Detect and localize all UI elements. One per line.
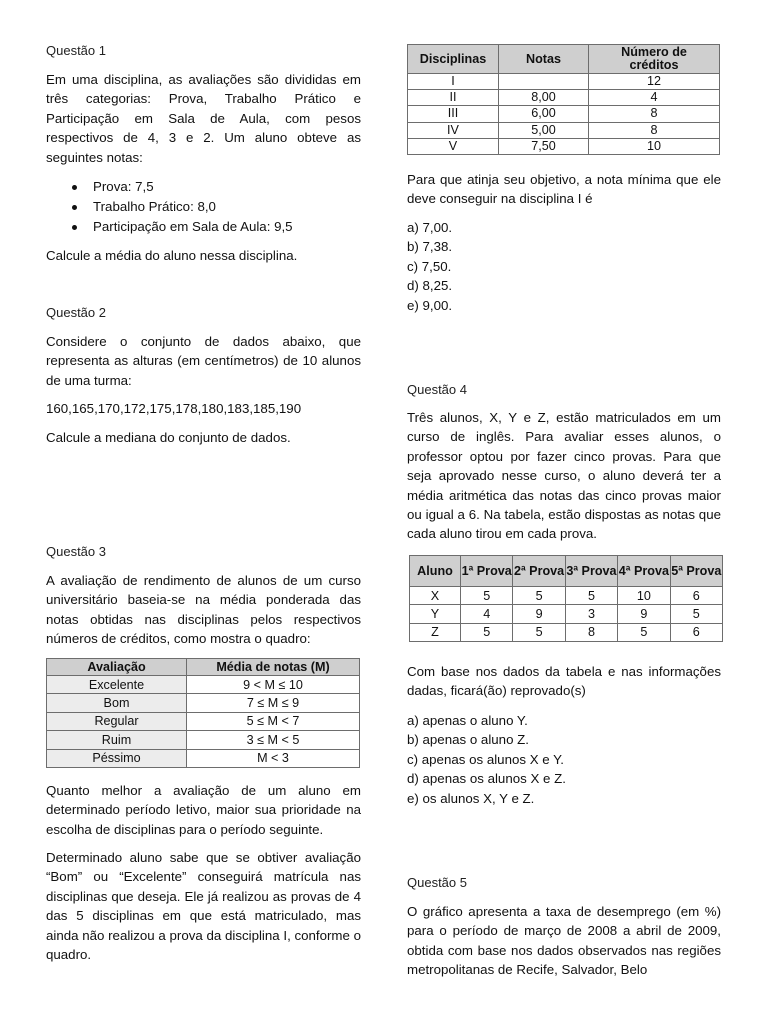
table-cell: 8 bbox=[589, 106, 720, 122]
q2-heading: Questão 2 bbox=[46, 305, 106, 320]
q5-heading: Questão 5 bbox=[407, 875, 467, 890]
table-cell: Excelente bbox=[47, 676, 187, 694]
table-header: 1ª Prova bbox=[461, 556, 513, 587]
q1-grades-list bbox=[46, 177, 361, 237]
answer-option: a) 7,00. bbox=[407, 220, 453, 235]
table-row bbox=[408, 74, 720, 90]
table-header: Média de notas (M) bbox=[187, 659, 360, 676]
answer-option: b) apenas o aluno Z. bbox=[407, 732, 529, 748]
q1-question: Calcule a média do aluno nessa disciplina. bbox=[46, 248, 298, 263]
table-cell: II bbox=[408, 90, 499, 106]
table-cell: 5 ≤ M < 7 bbox=[187, 712, 360, 730]
table-cell: 8 bbox=[589, 122, 720, 138]
answer-option: e) 9,00. bbox=[407, 297, 453, 313]
table-cell: 4 bbox=[461, 605, 513, 623]
table-row bbox=[410, 587, 723, 605]
q3-heading: Questão 3 bbox=[46, 544, 106, 559]
answer-option: d) apenas os alunos X e Z. bbox=[407, 771, 566, 787]
table-cell: 3 bbox=[565, 605, 617, 623]
evaluation-table bbox=[46, 658, 360, 768]
table-header: Disciplinas bbox=[408, 45, 499, 74]
table-cell: IV bbox=[408, 122, 499, 138]
table-cell: Péssimo bbox=[47, 749, 187, 767]
table-header: Aluno bbox=[410, 556, 461, 587]
table-cell: Bom bbox=[47, 694, 187, 712]
table-header: Notas bbox=[499, 45, 589, 74]
table-cell: Z bbox=[410, 623, 461, 641]
table-cell: 3 ≤ M < 5 bbox=[187, 731, 360, 749]
q1-grade-item: Trabalho Prático: 8,0 bbox=[46, 197, 361, 217]
table-row bbox=[47, 749, 360, 767]
q1-text: Em uma disciplina, as avaliações são divididas em três categorias: Prova, Trabalho Prático e Participação em Sala de Aula, com pesos respectivos de 4, 3 e 2. Um aluno obteve as seguintes notas: bbox=[46, 72, 361, 165]
table-cell: 7 ≤ M ≤ 9 bbox=[187, 694, 360, 712]
q3-text3: Determinado aluno sabe que se obtiver avaliação “Bom” ou “Excelente” conseguirá matrícula nas disciplinas que deseja. Ele já realizou as provas de 4 das 5 disciplinas em que está matriculado, mas ainda não realizou a prova da disciplina I, conforme o quadro. bbox=[46, 850, 361, 963]
table-row bbox=[47, 694, 360, 712]
table-cell: 9 < M ≤ 10 bbox=[187, 676, 360, 694]
table-header: 4ª Prova bbox=[618, 556, 670, 587]
table-row bbox=[408, 138, 720, 154]
table-cell: 4 bbox=[589, 90, 720, 106]
q2-data: 160,165,170,172,175,178,180,183,185,190 bbox=[46, 401, 302, 416]
table-cell: III bbox=[408, 106, 499, 122]
table-row bbox=[408, 106, 720, 122]
table-cell: 6 bbox=[670, 587, 722, 605]
q1-grade-item: Prova: 7,5 bbox=[46, 177, 361, 197]
table-cell: 10 bbox=[589, 138, 720, 154]
table-row bbox=[410, 605, 723, 623]
table-cell: 10 bbox=[618, 587, 670, 605]
table-row bbox=[408, 90, 720, 106]
table-cell: 5 bbox=[513, 623, 565, 641]
table-cell: Regular bbox=[47, 712, 187, 730]
table-cell: 6,00 bbox=[499, 106, 589, 122]
q3-text2: Quanto melhor a avaliação de um aluno em determinado período letivo, maior sua prioridade na escolha de disciplinas para o período seguinte. bbox=[46, 783, 361, 837]
q4-question: Com base nos dados da tabela e nas informações dadas, ficará(ão) reprovado(s) bbox=[407, 664, 721, 699]
table-cell: 5 bbox=[670, 605, 722, 623]
q4-heading: Questão 4 bbox=[407, 382, 467, 397]
table-cell: 5 bbox=[565, 587, 617, 605]
table-cell: M < 3 bbox=[187, 749, 360, 767]
table-header: 3ª Prova bbox=[565, 556, 617, 587]
q2-text: Considere o conjunto de dados abaixo, que representa as alturas (em centímetros) de 10 alunos de uma turma: bbox=[46, 334, 361, 388]
q3-question: Para que atinja seu objetivo, a nota mínima que ele deve conseguir na disciplina I é bbox=[407, 172, 721, 207]
table-cell: 7,50 bbox=[499, 138, 589, 154]
students-table bbox=[409, 555, 723, 642]
table-cell: 8,00 bbox=[499, 90, 589, 106]
table-cell bbox=[499, 74, 589, 90]
table-row bbox=[410, 623, 723, 641]
answer-option: e) os alunos X, Y e Z. bbox=[407, 790, 535, 806]
answer-option: a) apenas o aluno Y. bbox=[407, 713, 528, 728]
table-cell: Y bbox=[410, 605, 461, 623]
answer-option: b) 7,38. bbox=[407, 239, 453, 255]
table-cell: 9 bbox=[618, 605, 670, 623]
q1-heading: Questão 1 bbox=[46, 43, 106, 58]
q1-grade-item: Participação em Sala de Aula: 9,5 bbox=[46, 217, 361, 237]
table-cell: 5 bbox=[618, 623, 670, 641]
table-header: 5ª Prova bbox=[670, 556, 722, 587]
table-header: Avaliação bbox=[47, 659, 187, 676]
table-cell: Ruim bbox=[47, 731, 187, 749]
table-cell: V bbox=[408, 138, 499, 154]
table-header: 2ª Prova bbox=[513, 556, 565, 587]
table-cell: 6 bbox=[670, 623, 722, 641]
table-row bbox=[47, 676, 360, 694]
table-cell: 8 bbox=[565, 623, 617, 641]
table-cell: 5 bbox=[461, 587, 513, 605]
q3-options bbox=[407, 218, 452, 315]
table-row bbox=[47, 712, 360, 730]
table-cell: X bbox=[410, 587, 461, 605]
table-header: Número de créditos bbox=[589, 45, 720, 74]
disciplines-table bbox=[407, 44, 720, 155]
answer-option: c) apenas os alunos X e Y. bbox=[407, 751, 564, 767]
answer-option: d) 8,25. bbox=[407, 278, 453, 294]
table-row bbox=[408, 122, 720, 138]
table-cell: I bbox=[408, 74, 499, 90]
q4-options bbox=[407, 711, 566, 808]
table-cell: 9 bbox=[513, 605, 565, 623]
q2-question: Calcule a mediana do conjunto de dados. bbox=[46, 430, 291, 445]
table-row bbox=[47, 731, 360, 749]
table-cell: 5 bbox=[513, 587, 565, 605]
table-cell: 5 bbox=[461, 623, 513, 641]
q5-text: O gráfico apresenta a taxa de desemprego (em %) para o período de março de 2008 a abril de 2009, obtida com base nos dados observados nas regiões metropolitanas de Recife, Salvador, Belo bbox=[407, 904, 721, 978]
table-cell: 12 bbox=[589, 74, 720, 90]
q3-text: A avaliação de rendimento de alunos de um curso universitário baseia-se na média ponderada das notas obtidas nas disciplinas pelos respectivos números de créditos, como mostra o quadro: bbox=[46, 573, 361, 647]
table-cell: 5,00 bbox=[499, 122, 589, 138]
answer-option: c) 7,50. bbox=[407, 258, 452, 274]
q4-text: Três alunos, X, Y e Z, estão matriculados em um curso de inglês. Para avaliar esses alunos, o professor optou por fazer cinco provas. Para que seja aprovado nesse curso, o aluno deverá ter a média aritmética das notas das cinco provas maior ou igual a 6. Na tabela, estão dispostas as notas que cada aluno tirou em cada prova. bbox=[407, 410, 721, 542]
